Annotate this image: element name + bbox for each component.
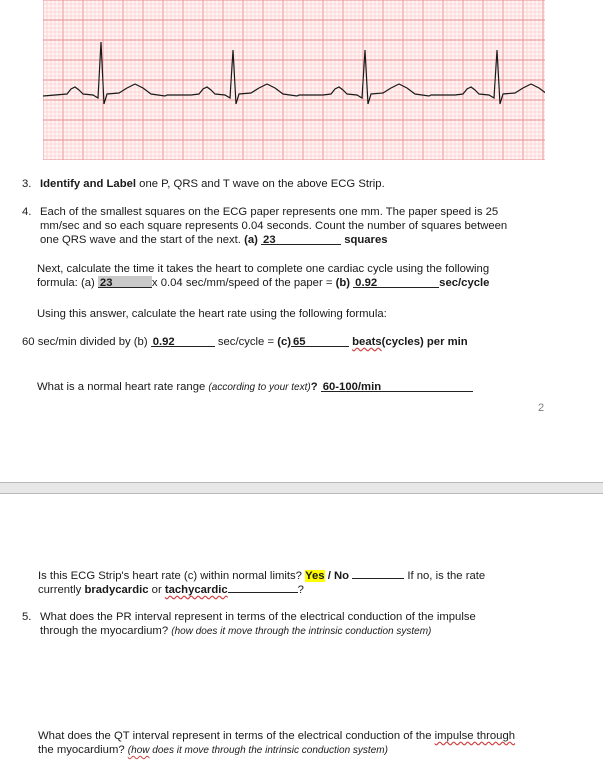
ecg-strip-image: [43, 0, 545, 160]
qt-question-line-2: [38, 743, 388, 758]
label-c: (c): [277, 336, 292, 348]
normal-range-answer-field[interactable]: 60-100/min: [321, 380, 473, 392]
qt-line-2-text: the myocardium?: [38, 744, 128, 756]
calc-formula-mid: x 0.04 sec/mm/speed of the paper =: [151, 277, 336, 289]
question-5-note: (how does it move through the intrinsic conduction system): [171, 626, 432, 637]
tachycardic-word: tachycardic: [164, 584, 228, 596]
within-limits-blank[interactable]: [352, 567, 404, 579]
squares-label: squares: [344, 234, 388, 246]
brady-tachy-qmark: ?: [297, 584, 304, 596]
question-4-line-3-text: one QRS wave and the start of the next.: [40, 234, 245, 246]
normal-range-text: What is a normal heart rate range: [37, 381, 209, 393]
yes-option-highlighted[interactable]: Yes: [305, 570, 325, 582]
brady-tachy-blank[interactable]: [228, 581, 298, 593]
qt-impulse-through: impulse through: [434, 730, 516, 742]
qt-note-rest: does it move through the intrinsic conduction system): [149, 745, 388, 756]
heart-rate-formula: [22, 335, 468, 349]
bradycardic-word: bradycardic: [84, 584, 149, 596]
answer-a-field[interactable]: 23: [261, 233, 341, 245]
question-5-line-1: What does the PR interval represent in terms of the electrical conduction of the impulse: [40, 611, 476, 623]
or-text: or: [148, 584, 165, 596]
worksheet-page-2: [0, 493, 603, 761]
qt-note-how: (how: [127, 745, 150, 756]
question-4-line-3: [40, 233, 388, 247]
page-number: 2: [538, 402, 545, 414]
question-5-line-2-text: through the myocardium?: [40, 625, 172, 637]
sec-cycle-label: sec/cycle: [439, 277, 490, 289]
calc-line-1: Next, calculate the time it takes the heart to complete one cardiac cycle using the following: [37, 263, 490, 275]
question-5-number: 5.: [22, 611, 32, 623]
question-3-number: 3.: [22, 178, 32, 190]
question-5-line-2: [40, 624, 431, 639]
normal-range-qmark: ?: [310, 381, 321, 393]
cycles-per-min-label: (cycles) per min: [381, 336, 468, 348]
question-4-number: 4.: [22, 206, 32, 218]
answer-b-field[interactable]: 0.92: [353, 276, 439, 288]
if-no-text: If no, is the rate: [407, 570, 486, 582]
normal-range-question: [37, 380, 473, 395]
qt-question-line-1: [38, 729, 515, 743]
question-3-text: [40, 177, 385, 191]
brady-tachy-question: [38, 581, 304, 597]
normal-range-note: (according to your text): [208, 382, 311, 393]
hr-formula-prefix: 60 sec/min divided by (b): [22, 336, 151, 348]
question-4-line-2: mm/sec and so each square represents 0.04 seconds. Count the number of squares between: [40, 220, 508, 232]
hr-formula-mid: sec/cycle =: [217, 336, 278, 348]
currently-text: currently: [38, 584, 85, 596]
calc-line-2: [37, 276, 489, 290]
calc-formula-prefix: formula: (a): [37, 277, 98, 289]
beats-word: beats: [352, 336, 382, 348]
question-3-rest: one P, QRS and T wave on the above ECG Strip.: [136, 178, 385, 190]
using-line: Using this answer, calculate the heart rate using the following formula:: [37, 308, 387, 320]
label-a: (a): [244, 234, 258, 246]
qt-line-1-text: What does the QT interval represent in terms of the electrical conduction of the: [38, 730, 435, 742]
within-limits-text: Is this ECG Strip's heart rate (c) within normal limits?: [38, 570, 306, 582]
label-b: (b): [335, 277, 351, 289]
answer-c-field[interactable]: 65: [291, 335, 349, 347]
question-3-bold: Identify and Label: [40, 178, 137, 190]
question-4-line-1: Each of the smallest squares on the ECG paper represents one mm. The paper speed is 25: [40, 206, 499, 218]
no-option[interactable]: / No: [324, 570, 353, 582]
calc-a-field[interactable]: 23: [98, 276, 152, 288]
hr-b-field[interactable]: 0.92: [151, 335, 215, 347]
